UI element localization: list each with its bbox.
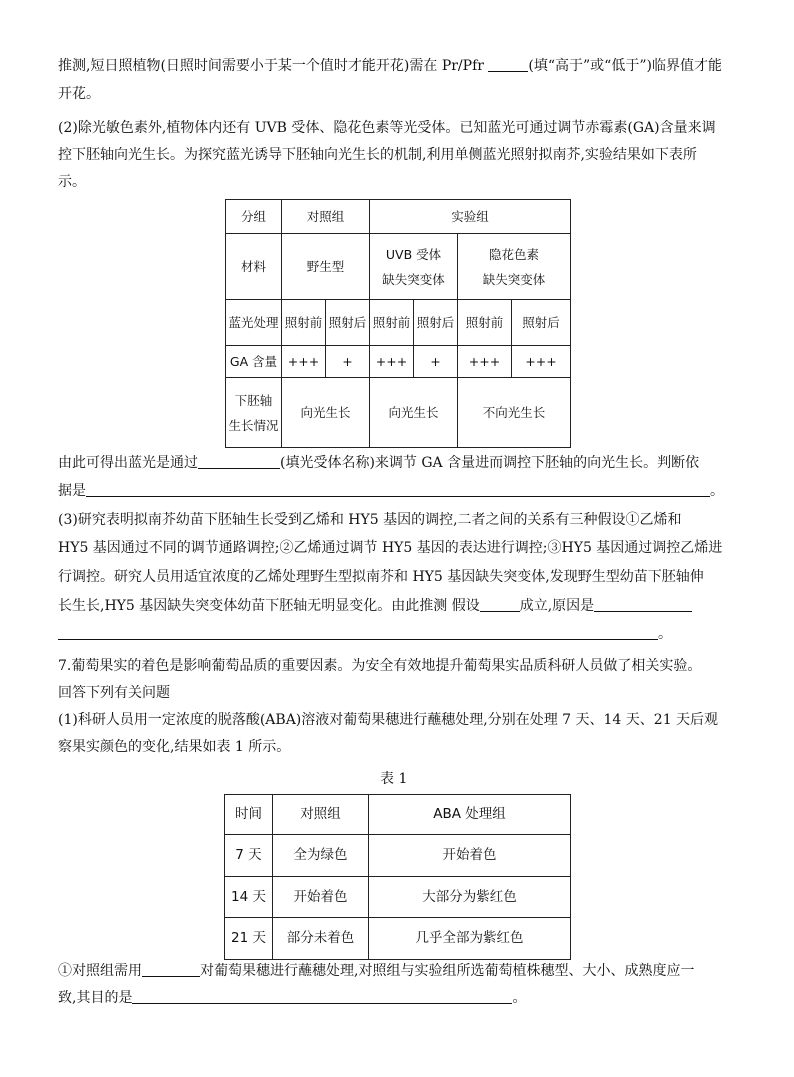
cell-line: 缺失突变体 bbox=[482, 271, 546, 287]
table-header-cell: 分组 bbox=[226, 200, 282, 234]
text: 。 bbox=[710, 483, 724, 499]
table-header-cell: 实验组 bbox=[370, 200, 571, 234]
table-cell: 向光生长 bbox=[370, 378, 458, 448]
text-line bbox=[58, 961, 694, 981]
answer-blank[interactable] bbox=[142, 962, 200, 977]
cell-line: 缺失突变体 bbox=[382, 271, 445, 287]
text: 由此可得出蓝光是通过 bbox=[58, 455, 198, 471]
table-cell: 14 天 bbox=[225, 877, 273, 918]
table-cell bbox=[370, 234, 458, 300]
text-line: 开花。 bbox=[58, 86, 100, 102]
table-header-cell bbox=[226, 378, 282, 448]
table-cell: 照射前 bbox=[370, 300, 414, 346]
text: (填“高于”或“低于”)临界值才能 bbox=[528, 58, 722, 74]
text-line: (3)研究表明拟南芥幼苗下胚轴生长受到乙烯和 HY5 基因的调控,二者之间的关系有三种假设①乙烯和 bbox=[58, 512, 682, 528]
text-line bbox=[58, 596, 692, 616]
table-cell: 部分未着色 bbox=[273, 918, 369, 960]
text-line bbox=[58, 624, 672, 644]
table-cell: 野生型 bbox=[282, 234, 370, 300]
answer-blank[interactable] bbox=[198, 454, 280, 469]
answer-blank[interactable] bbox=[132, 989, 512, 1004]
table-header-cell: 材料 bbox=[226, 234, 282, 300]
text: 推测,短日照植物(日照时间需要小于某一个值时才能开花)需在 Pr/Pfr bbox=[58, 58, 484, 74]
text: 致,其目的是 bbox=[58, 990, 133, 1006]
text: 长生长,HY5 基因缺失突变体幼苗下胚轴无明显变化。由此推测 假设 bbox=[58, 598, 480, 614]
text-line: 回答下列有关问题 bbox=[58, 685, 170, 701]
table-cell: +++ bbox=[512, 346, 571, 378]
text-line bbox=[58, 481, 724, 501]
table-header-cell: ABA 处理组 bbox=[369, 795, 571, 835]
table-cell: 照射前 bbox=[458, 300, 512, 346]
answer-blank[interactable] bbox=[488, 57, 528, 72]
cell-line: 生长情况 bbox=[228, 417, 279, 433]
table-cell: +++ bbox=[458, 346, 512, 378]
text-line: 控下胚轴向光生长。为探究蓝光诱导下胚轴向光生长的机制,利用单侧蓝光照射拟南芥,实验结果如下表所 bbox=[58, 147, 697, 163]
table-cell: 向光生长 bbox=[282, 378, 370, 448]
text: 。 bbox=[512, 990, 527, 1006]
table-cell: 大部分为紫红色 bbox=[369, 877, 571, 918]
text-line: HY5 基因通过不同的调节通路调控;②乙烯通过调节 HY5 基因的表达进行调控;③HY5 基因通过调控乙烯进 bbox=[58, 540, 723, 556]
text: 据是 bbox=[58, 483, 86, 499]
answer-blank[interactable] bbox=[480, 597, 520, 612]
text-line: (1)科研人员用一定浓度的脱落酸(ABA)溶液对葡萄果穗进行蘸穗处理,分别在处理 7 天、14 天、21 天后观 bbox=[58, 712, 719, 728]
table-cell: 照射后 bbox=[414, 300, 458, 346]
experiment-table bbox=[225, 199, 571, 448]
text: 成立,原因是 bbox=[519, 598, 595, 614]
answer-blank[interactable] bbox=[594, 597, 692, 612]
text-line bbox=[58, 988, 526, 1008]
text-line bbox=[58, 453, 699, 473]
table-cell bbox=[458, 234, 571, 300]
table-cell: 7 天 bbox=[225, 835, 273, 877]
answer-blank[interactable] bbox=[58, 625, 658, 640]
table-cell: 几乎全部为紫红色 bbox=[369, 918, 571, 960]
answer-blank[interactable] bbox=[86, 482, 710, 497]
text-line bbox=[58, 56, 722, 76]
table-cell: 开始着色 bbox=[369, 835, 571, 877]
table-header-cell: GA 含量 bbox=[226, 346, 282, 378]
text-line: 行调控。研究人员用适宜浓度的乙烯处理野生型拟南芥和 HY5 基因缺失突变体,发现野生型幼苗下胚轴伸 bbox=[58, 569, 704, 585]
table-row bbox=[225, 877, 571, 918]
table-cell: 21 天 bbox=[225, 918, 273, 960]
text: ①对照组需用 bbox=[58, 963, 142, 979]
cell-line: 隐花色素 bbox=[488, 246, 539, 262]
table-cell: 开始着色 bbox=[273, 877, 369, 918]
table-caption: 表 1 bbox=[380, 771, 408, 787]
text-line: 示。 bbox=[58, 174, 86, 190]
text-line: 察果实颜色的变化,结果如表 1 所示。 bbox=[58, 739, 291, 755]
text: 。 bbox=[658, 626, 672, 642]
text: (填光受体名称)来调节 GA 含量进而调控下胚轴的向光生长。判断依 bbox=[280, 455, 700, 471]
table-cell: 照射后 bbox=[512, 300, 571, 346]
cell-line: 下胚轴 bbox=[234, 392, 273, 408]
text-line: (2)除光敏色素外,植物体内还有 UVB 受体、隐花色素等光受体。已知蓝光可通过调节赤霉素(GA)含量来调 bbox=[58, 120, 716, 136]
table-cell: + bbox=[326, 346, 370, 378]
results-table bbox=[224, 794, 571, 960]
table-row bbox=[225, 835, 571, 877]
table-cell: 照射后 bbox=[326, 300, 370, 346]
table-cell: +++ bbox=[370, 346, 414, 378]
table-cell: 全为绿色 bbox=[273, 835, 369, 877]
table-header-cell: 对照组 bbox=[282, 200, 370, 234]
table-header-cell: 对照组 bbox=[273, 795, 369, 835]
cell-line: UVB 受体 bbox=[385, 246, 442, 262]
table-cell: +++ bbox=[282, 346, 326, 378]
table-header-cell: 时间 bbox=[225, 795, 273, 835]
table-cell: 照射前 bbox=[282, 300, 326, 346]
table-header-cell: 蓝光处理 bbox=[226, 300, 282, 346]
table-row bbox=[225, 918, 571, 960]
table-cell: 不向光生长 bbox=[458, 378, 571, 448]
text: 对葡萄果穗进行蘸穗处理,对照组与实验组所选葡萄植株穗型、大小、成熟度应一 bbox=[200, 963, 695, 979]
table-cell: + bbox=[414, 346, 458, 378]
text-line: 7.葡萄果实的着色是影响葡萄品质的重要因素。为安全有效地提升葡萄果实品质科研人员做了相关实验。 bbox=[58, 658, 702, 674]
